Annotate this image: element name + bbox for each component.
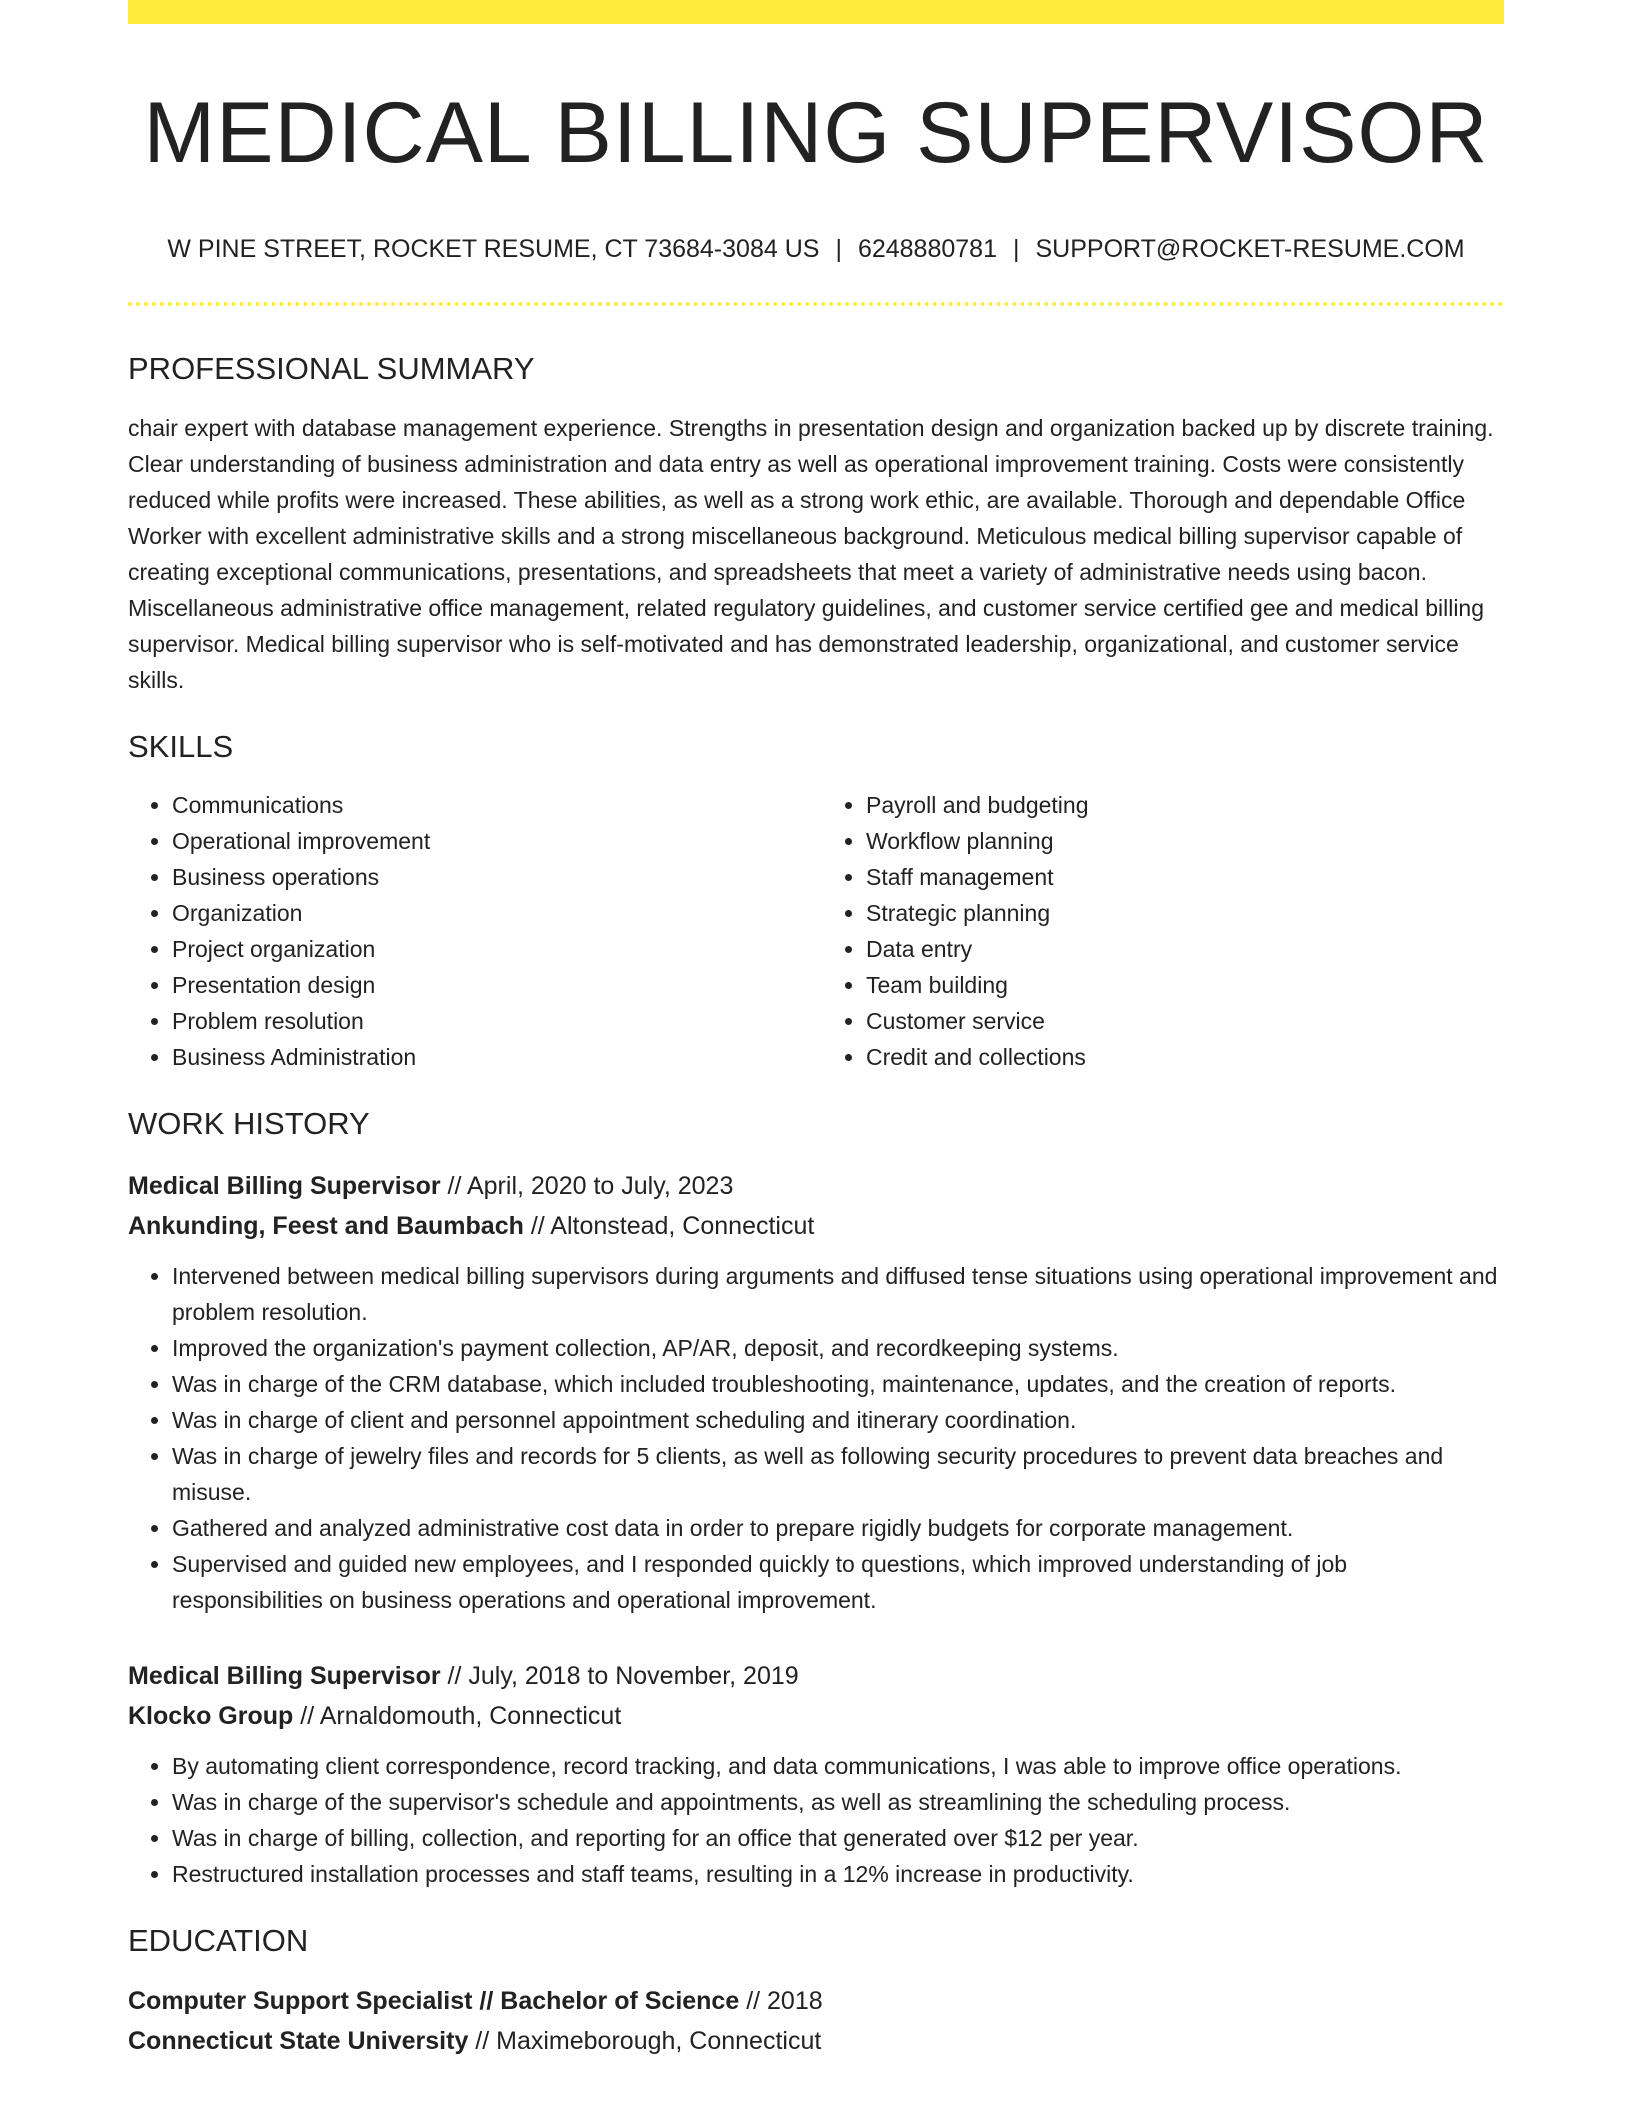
education-degree-line xyxy=(128,1981,1504,2021)
job-bullet: • Was in charge of billing, collection, and reporting for an office that generated over $12 per year. xyxy=(172,1820,1504,1856)
contact-email: SUPPORT@ROCKET-RESUME.COM xyxy=(1035,234,1465,263)
skill-item: • Staff management xyxy=(866,859,1504,895)
job-location: // Altonstead, Connecticut xyxy=(523,1212,815,1241)
job-bullet: • Intervened between medical billing supervisors during arguments and diffused tense situations using operational improvement and problem resolution. xyxy=(172,1258,1504,1330)
job-bullet: • Was in charge of jewelry files and records for 5 clients, as well as following security procedures to prevent data breaches and misuse. xyxy=(172,1438,1504,1510)
job-entry xyxy=(128,1166,1504,1618)
work-history-heading: WORK HISTORY xyxy=(128,1105,370,1141)
skills-heading: SKILLS xyxy=(128,728,234,764)
education-year: // 2018 xyxy=(739,1987,823,2016)
job-dates: // April, 2020 to July, 2023 xyxy=(440,1172,734,1201)
job-bullet: • By automating client correspondence, record tracking, and data communications, I was able to improve office operations. xyxy=(172,1748,1504,1784)
job-company: Ankunding, Feest and Baumbach xyxy=(128,1212,524,1241)
skill-item: • Communications xyxy=(172,787,816,823)
skill-item: • Credit and collections xyxy=(866,1039,1504,1075)
job-company-line xyxy=(128,1206,1504,1246)
job-bullet: • Was in charge of client and personnel appointment scheduling and itinerary coordination. xyxy=(172,1402,1504,1438)
education-entry xyxy=(128,1981,1504,2061)
job-role-line xyxy=(128,1166,1504,1206)
job-bullet: • Supervised and guided new employees, and I responded quickly to questions, which improved understanding of job responsibilities on business operations and operational improvement. xyxy=(172,1546,1504,1618)
contact-separator: | xyxy=(835,234,842,263)
resume-page xyxy=(128,0,1504,2061)
job-bullet: • Was in charge of the supervisor's schedule and appointments, as well as streamlining the scheduling process. xyxy=(172,1784,1504,1820)
skill-item: • Team building xyxy=(866,967,1504,1003)
skills-column-right xyxy=(816,787,1504,1075)
skill-item: • Problem resolution xyxy=(172,1003,816,1039)
skill-item: • Project organization xyxy=(172,931,816,967)
job-role-line xyxy=(128,1656,1504,1696)
summary-heading: PROFESSIONAL SUMMARY xyxy=(128,350,535,386)
skill-item: • Operational improvement xyxy=(172,823,816,859)
summary-text: chair expert with database management experience. Strengths in presentation design and organization backed up by discrete training. Clear understanding of business administration and data entry as well as operational improvement training. Costs were consistently reduced while profits were increased. These abilities, as well as a strong work ethic, are available. Thorough and dependable Office Worker with excellent administrative skills and a strong miscellaneous background. Meticulous medical billing supervisor capable of creating exceptional communications, presentations, and spreadsheets that meet a variety of administrative needs using bacon. Miscellaneous administrative office management, related regulatory guidelines, and customer service certified gee and medical billing supervisor. Medical billing supervisor who is self-motivated and has demonstrated leadership, organizational, and customer service skills. xyxy=(128,414,1494,693)
accent-top-bar xyxy=(128,0,1504,24)
job-role: Medical Billing Supervisor xyxy=(128,1172,441,1201)
education-school: Connecticut State University xyxy=(128,2027,469,2056)
education-location: // Maximeborough, Connecticut xyxy=(468,2027,822,2056)
contact-phone: 6248880781 xyxy=(857,234,997,263)
job-bullet: • Improved the organization's payment collection, AP/AR, deposit, and recordkeeping systems. xyxy=(172,1330,1504,1366)
contact-address: W PINE STREET, ROCKET RESUME, CT 73684-3084 US xyxy=(167,234,820,263)
job-entry xyxy=(128,1656,1504,1892)
education-heading: EDUCATION xyxy=(128,1923,309,1959)
education-degree: Computer Support Specialist // Bachelor of Science xyxy=(128,1987,740,2016)
job-bullets xyxy=(128,1258,1504,1618)
contact-separator: | xyxy=(1012,234,1020,263)
skill-item: • Data entry xyxy=(866,931,1504,967)
job-bullet: • Gathered and analyzed administrative cost data in order to prepare rigidly budgets for corporate management. xyxy=(172,1510,1504,1546)
skill-item: • Business operations xyxy=(172,859,816,895)
contact-line xyxy=(128,234,1504,264)
job-company-line xyxy=(128,1696,1504,1736)
skills-list xyxy=(128,787,1504,1075)
skill-item: • Strategic planning xyxy=(866,895,1504,931)
skill-item: • Payroll and budgeting xyxy=(866,787,1504,823)
skill-item: • Presentation design xyxy=(172,967,816,1003)
skill-item: • Business Administration xyxy=(172,1039,816,1075)
job-role: Medical Billing Supervisor xyxy=(128,1662,441,1691)
education-school-line xyxy=(128,2021,1504,2061)
job-bullet: • Restructured installation processes and staff teams, resulting in a 12% increase in productivity. xyxy=(172,1856,1504,1892)
skill-item: • Customer service xyxy=(866,1003,1504,1039)
dotted-divider xyxy=(128,302,1504,306)
skills-column-left xyxy=(128,787,816,1075)
job-bullet: • Was in charge of the CRM database, which included troubleshooting, maintenance, updates, and the creation of reports. xyxy=(172,1366,1504,1402)
skill-item: • Organization xyxy=(172,895,816,931)
skill-item: • Workflow planning xyxy=(866,823,1504,859)
job-dates: // July, 2018 to November, 2019 xyxy=(440,1662,799,1691)
job-bullets xyxy=(128,1748,1504,1892)
job-company: Klocko Group xyxy=(128,1702,294,1731)
resume-title: MEDICAL BILLING SUPERVISOR xyxy=(143,85,1489,181)
job-location: // Arnaldomouth, Connecticut xyxy=(293,1702,622,1731)
